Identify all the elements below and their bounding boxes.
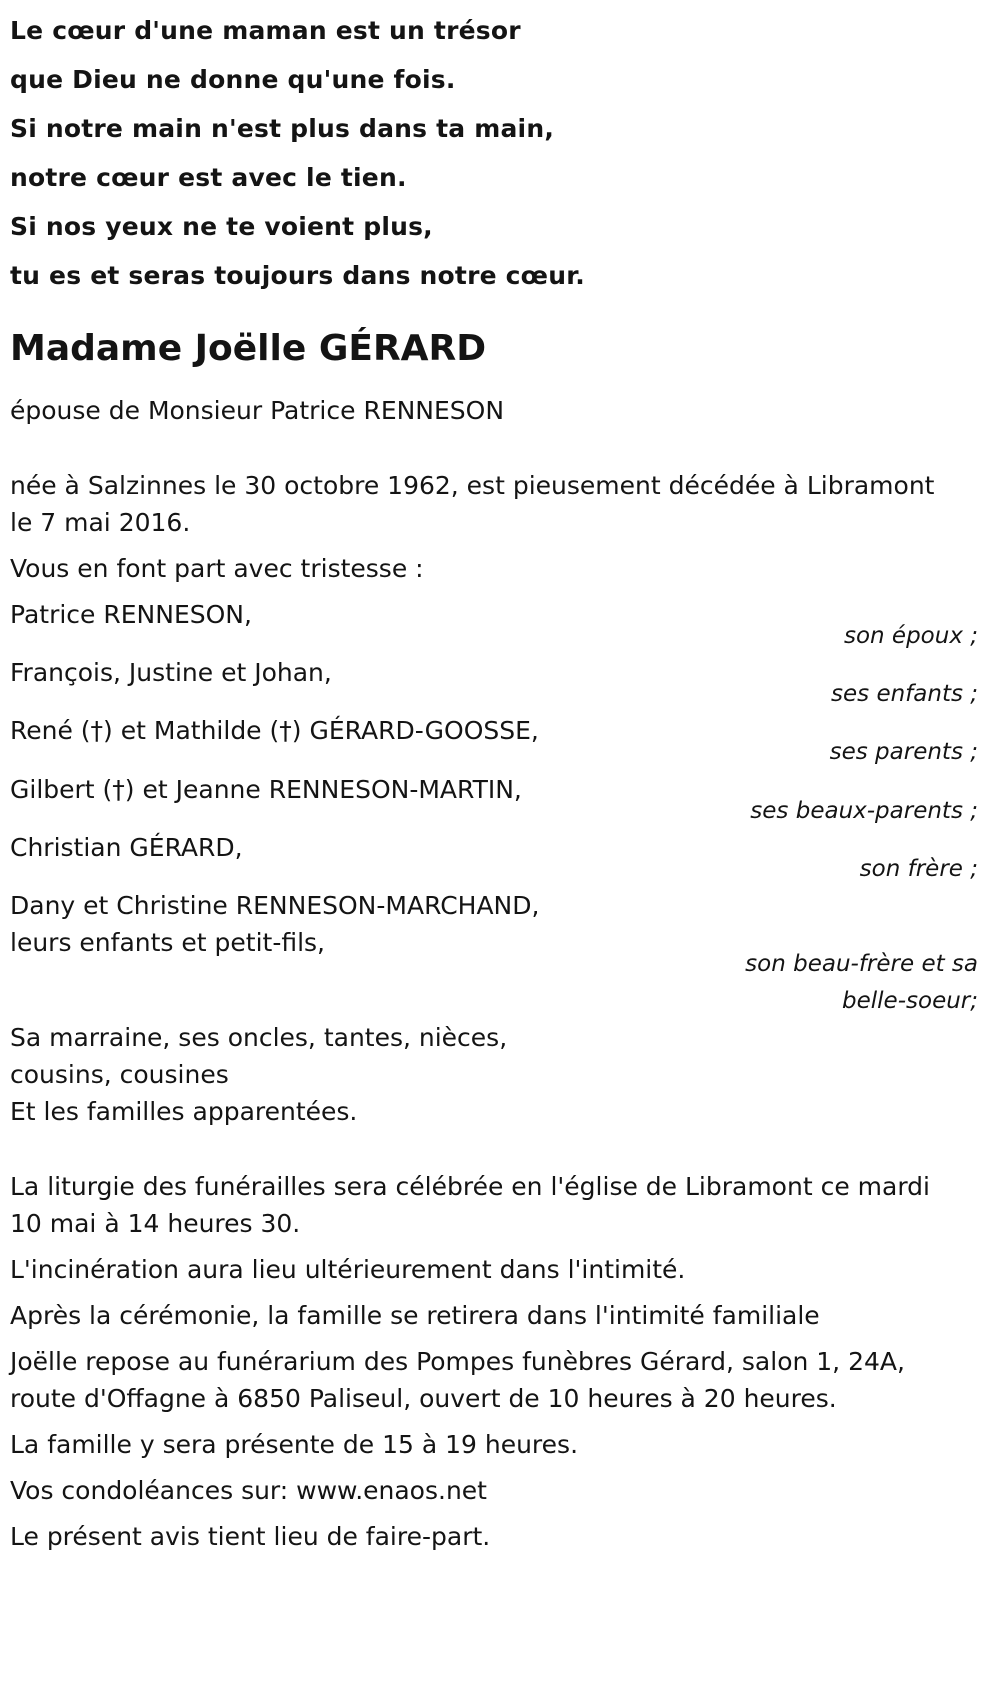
- deceased-name: Madame Joëlle GÉRARD: [10, 328, 487, 369]
- family-member-name: René (†) et Mathilde (†) GÉRARD-GOOSSE,: [10, 716, 539, 745]
- family-member-name: Gilbert (†) et Jeanne RENNESON-MARTIN,: [10, 775, 522, 804]
- liturgy-line: 10 mai à 14 heures 30.: [10, 1209, 301, 1238]
- poem-line: tu es et seras toujours dans notre cœur.: [10, 261, 585, 290]
- family-member-name: Dany et Christine RENNESON-MARCHAND,: [10, 891, 540, 920]
- family-member-name: leurs enfants et petit-fils,: [10, 928, 326, 957]
- family-member-name: Patrice RENNESON,: [10, 600, 252, 629]
- family-relation: son beau-frère et sa: [745, 951, 978, 977]
- family-relation: son époux ;: [843, 623, 978, 649]
- after-ceremony-line: Après la cérémonie, la famille se retirera dans l'intimité familiale: [10, 1301, 820, 1330]
- other-relatives-line: Sa marraine, ses oncles, tantes, nièces,: [10, 1023, 508, 1052]
- poem-line: Si nos yeux ne te voient plus,: [10, 212, 433, 241]
- poem-line: Le cœur d'une maman est un trésor: [10, 16, 521, 45]
- birth-death-line: le 7 mai 2016.: [10, 508, 191, 537]
- family-member-name: François, Justine et Johan,: [10, 658, 332, 687]
- other-relatives-line: Et les familles apparentées.: [10, 1097, 358, 1126]
- funerarium-line: route d'Offagne à 6850 Paliseul, ouvert de 10 heures à 20 heures.: [10, 1384, 837, 1413]
- family-relation: ses beaux-parents ;: [750, 798, 978, 824]
- liturgy-line: La liturgie des funérailles sera célébrée en l'église de Libramont ce mardi: [10, 1172, 930, 1201]
- family-relation: ses enfants ;: [831, 681, 978, 707]
- funerarium-line: Joëlle repose au funérarium des Pompes funèbres Gérard, salon 1, 24A,: [10, 1347, 905, 1376]
- poem-line: Si notre main n'est plus dans ta main,: [10, 114, 555, 143]
- family-relation: belle-soeur;: [842, 988, 978, 1014]
- poem-line: notre cœur est avec le tien.: [10, 163, 407, 192]
- incineration-line: L'incinération aura lieu ultérieurement dans l'intimité.: [10, 1255, 686, 1284]
- other-relatives-line: cousins, cousines: [10, 1060, 229, 1089]
- spouse-line: épouse de Monsieur Patrice RENNESON: [10, 396, 505, 425]
- birth-death-line: née à Salzinnes le 30 octobre 1962, est pieusement décédée à Libramont: [10, 471, 935, 500]
- condolences-line: Vos condoléances sur: www.enaos.net: [10, 1476, 487, 1505]
- poem-line: que Dieu ne donne qu'une fois.: [10, 65, 456, 94]
- family-member-name: Christian GÉRARD,: [10, 833, 243, 862]
- notice-line: Le présent avis tient lieu de faire-part.: [10, 1522, 491, 1551]
- announcement-intro: Vous en font part avec tristesse :: [10, 554, 424, 583]
- family-presence-line: La famille y sera présente de 15 à 19 heures.: [10, 1430, 579, 1459]
- poem: [10, 6, 910, 300]
- family-relation: son frère ;: [859, 856, 978, 882]
- family-relation: ses parents ;: [829, 739, 978, 765]
